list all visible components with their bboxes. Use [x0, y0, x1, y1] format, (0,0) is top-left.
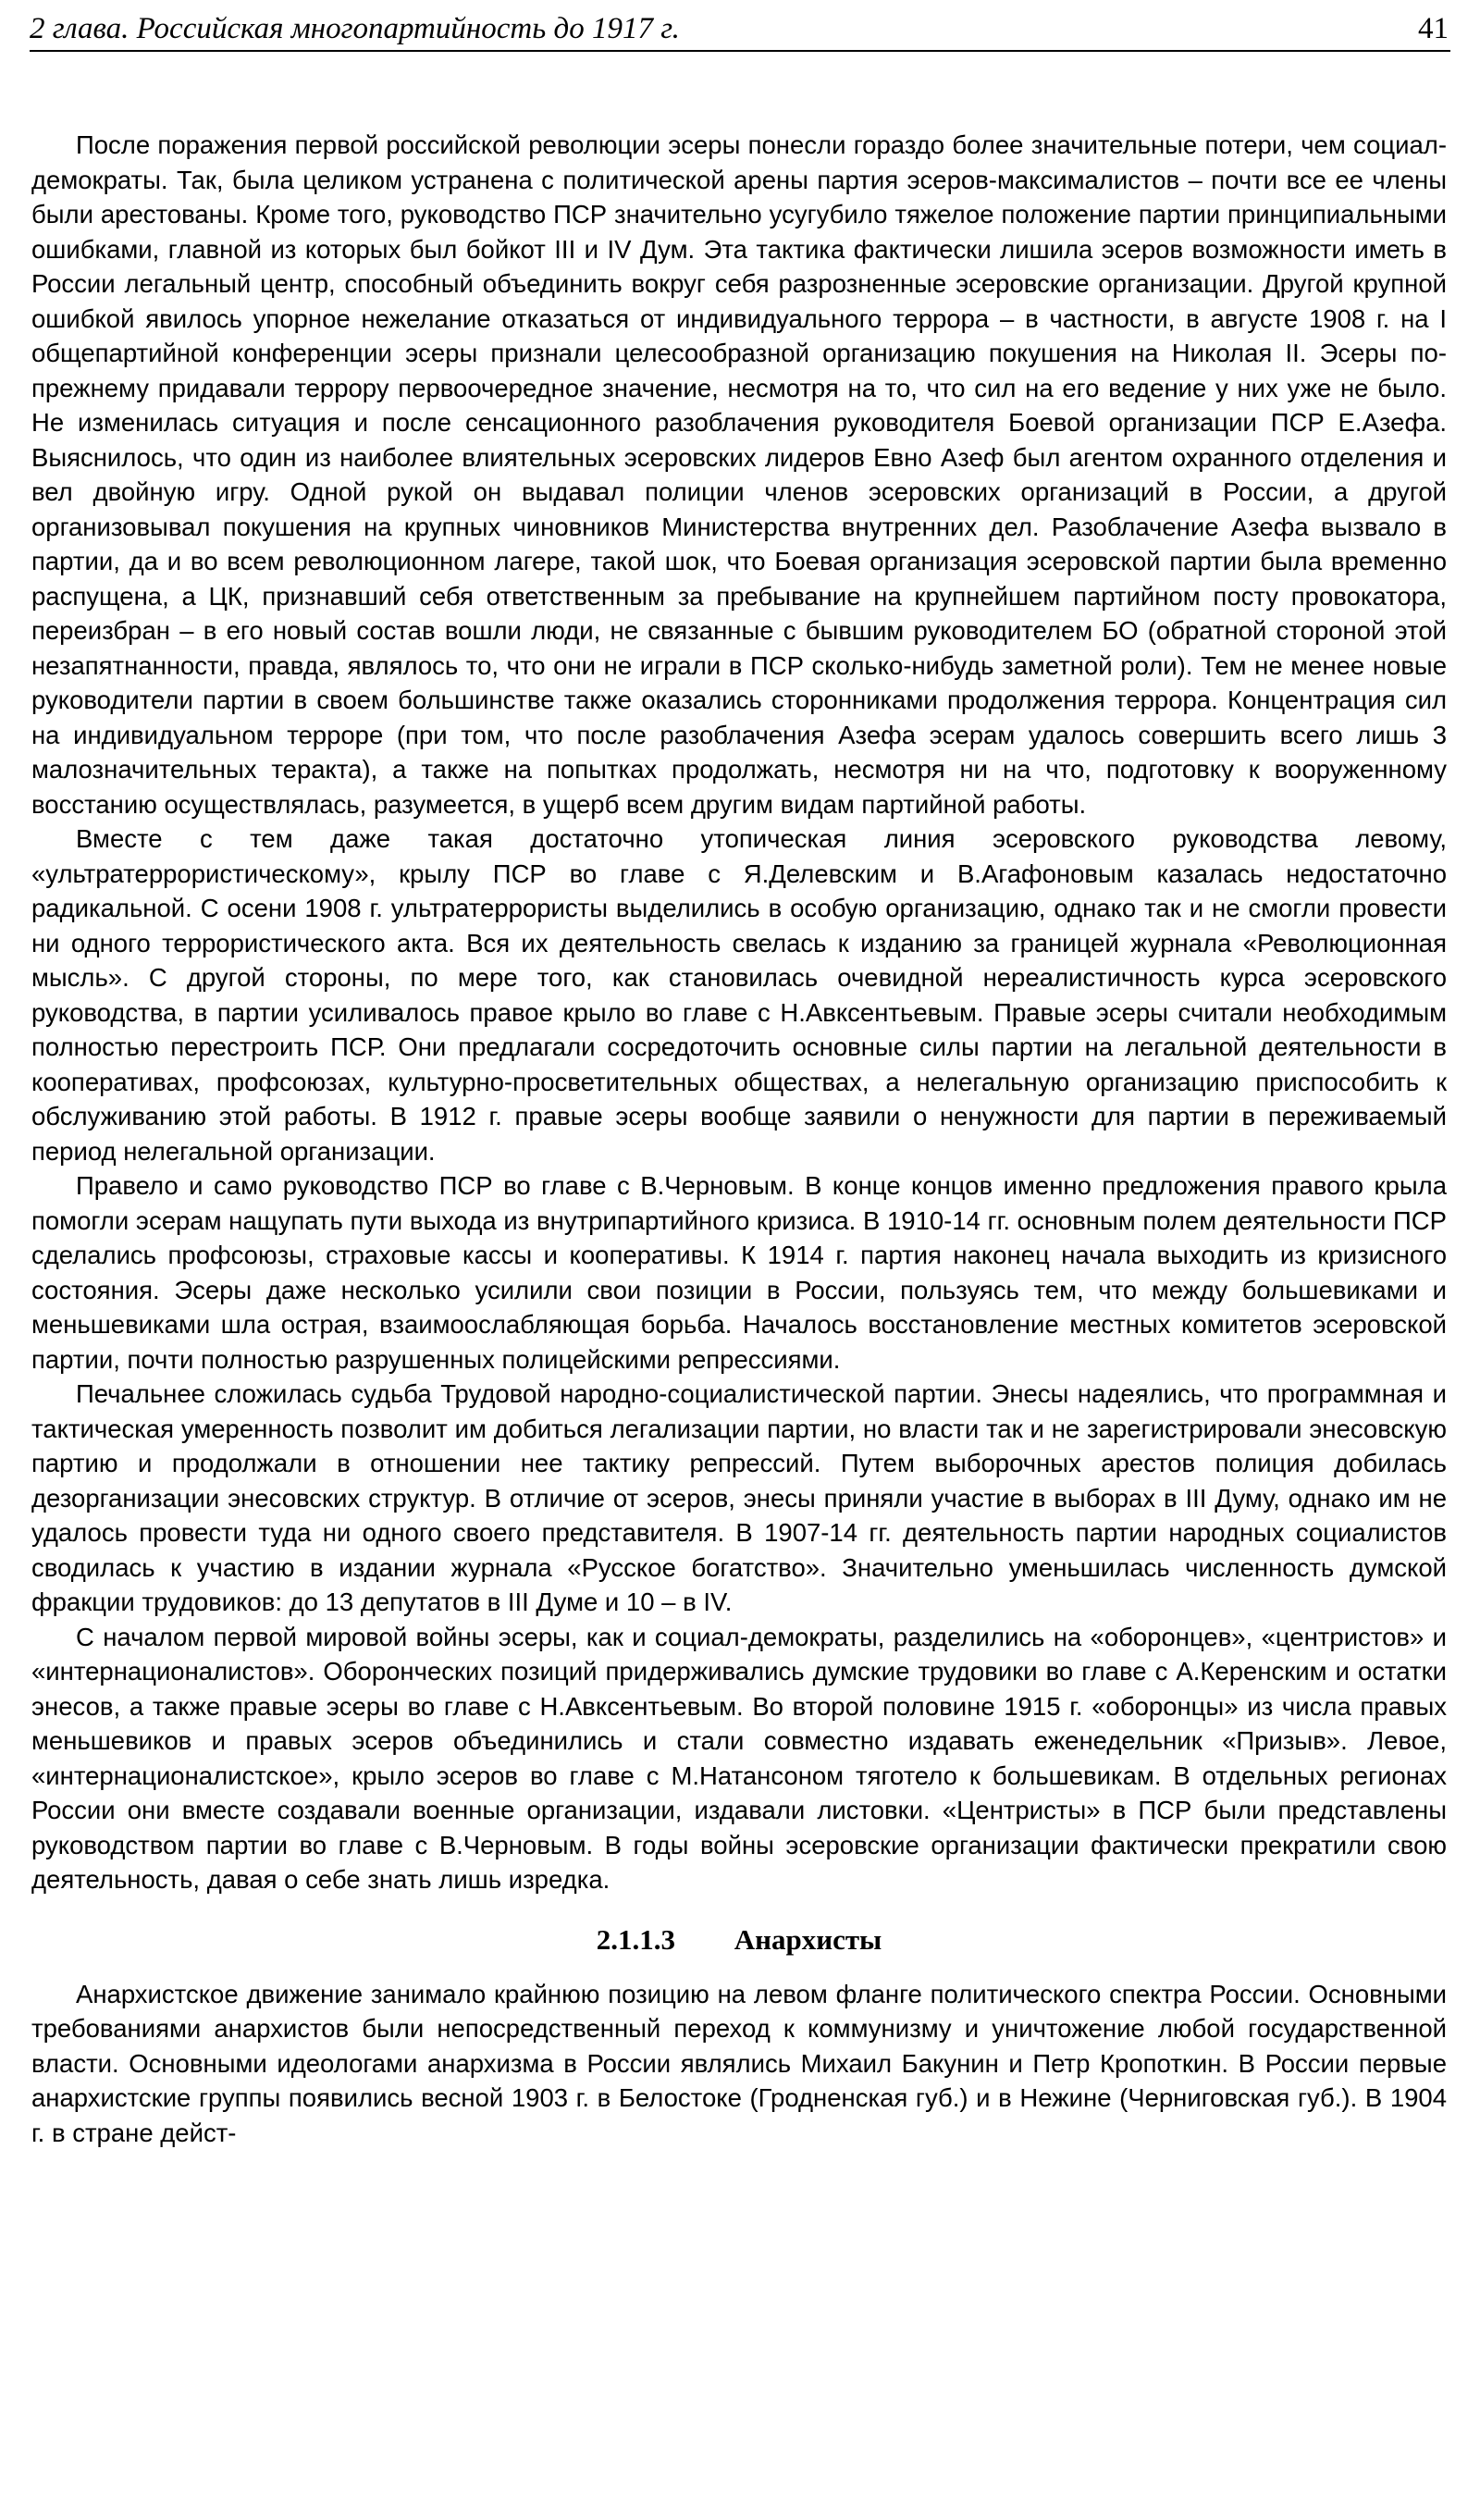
paragraph: После поражения первой российской революции эсеры понесли гораздо более значительные потери, чем социал-демократы. Так, была целиком устранена с политической арены партия эсеров-максималистов – почти все ее члены были арестованы. Кроме того, руководство ПСР значительно усугубило тяжелое положение партии принципиальными ошибками, главной из которых был бойкот III и IV Дум. Эта тактика фактически лишила эсеров возможности иметь в России легальный центр, способный объединить вокруг себя разрозненные эсеровские организации. Другой крупной ошибкой явилось упорное нежелание отказаться от индивидуального террора – в частности, в августе 1908 г. на I общепартийной конференции эсеры признали целесообразной организацию покушения на Николая II. Эсеры по-прежнему придавали террору первоочередное значение, несмотря на то, что сил на его ведение у них уже не было. Не изменилась ситуация и после сенсационного разоблачения руководителя Боевой организации ПСР Е.Азефа. Выяснилось, что один из наиболее влиятельных эсеровских лидеров Евно Азеф был агентом охранного отделения и вел двойную игру. Одной рукой он выдавал полиции членов эсеровских организаций в России, а другой организовывал покушения на крупных чиновников Министерства внутренних дел. Разоблачение Азефа вызвало в партии, да и во всем революционном лагере, такой шок, что Боевая организация эсеровской партии была временно распущена, а ЦК, признавший себя ответственным за пребывание на крупнейшем партийном посту провокатора, переизбран – в его новый состав вошли люди, не связанные с бывшим руководителем БО (обратной стороной этой незапятнанности, правда, являлось то, что они не играли в ПСР сколько-нибудь заметной роли). Тем не менее новые руководители партии в своем большинстве также оказались сторонниками продолжения террора. Концентрация сил на индивидуальном терроре (при том, что после разоблачения Азефа эсерам удалось совершить всего лишь 3 малозначительных теракта), а также на попытках продолжать, несмотря ни на что, подготовку к вооруженному восстанию осуществлялась, разумеется, в ущерб всем другим видам партийной работы. [31, 130, 1447, 819]
chapter-title: 2 глава. Российская многопартийность до 1917 г. [30, 12, 680, 45]
paragraph: Правело и само руководство ПСР во главе с В.Черновым. В конце концов именно предложения правого крыла помогли эсерам нащупать пути выхода из внутрипартийного кризиса. В 1910-14 гг. основным полем деятельности ПСР сделались профсоюзы, страховые кассы и кооперативы. К 1914 г. партия наконец начала выходить из кризисного состояния. Эсеры даже несколько усилили свои позиции в России, пользуясь тем, что между большевиками и меньшевиками шла острая, взаимоослабляющая борьба. Началось восстановление местных комитетов эсеровской партии, почти полностью разрушенных полицейскими репрессиями. [31, 1171, 1447, 1374]
body-text [31, 128, 1447, 2150]
subsection-number: 2.1.1.3 [596, 1922, 675, 1956]
subsection-heading [31, 1921, 1447, 1958]
paragraph: Печальнее сложилась судьба Трудовой народно-социалистической партии. Энесы надеялись, что программная и тактическая умеренность позволит им добиться легализации партии, но власти так и не зарегистрировали энесовскую партию и продолжали в отношении нее тактику репрессий. Путем выборочных арестов полиция добилась дезорганизации энесовских структур. В отличие от эсеров, энесы приняли участие в выборах в III Думу, однако им не удалось провести туда ни одного своего представителя. В 1907-14 гг. деятельность партии народных социалистов сводилась к участию в издании журнала «Русское богатство». Значительно уменьшилась численность думской фракции трудовиков: до 13 депутатов в III Думе и 10 – в IV. [31, 1379, 1447, 1616]
paragraph: Вместе с тем даже такая достаточно утопическая линия эсеровского руководства левому, «ультратеррористическому», крылу ПСР во главе с Я.Делевским и В.Агафоновым казалась недостаточно радикальной. С осени 1908 г. ультратеррористы выделились в особую организацию, однако так и не смогли провести ни одного террористического акта. Вся их деятельность свелась к изданию за границей журнала «Революционная мысль». С другой стороны, по мере того, как становилась очевидной нереалистичность курса эсеровского руководства, в партии усиливалось правое крыло во главе с Н.Авксентьевым. Правые эсеры считали необходимым полностью перестроить ПСР. Они предлагали сосредоточить основные силы партии на легальной деятельности в кооперативах, профсоюзах, культурно-просветительных обществах, а нелегальную организацию приспособить к обслуживанию этой работы. В 1912 г. правые эсеры вообще заявили о ненужности для партии в переживаемый период нелегальной организации. [31, 824, 1447, 1166]
paragraph: Анархистское движение занимало крайнюю позицию на левом фланге политического спектра России. Основными требованиями анархистов были непосредственный переход к коммунизму и уничтожение любой государственной власти. Основными идеологами анархизма в России являлись Михаил Бакунин и Петр Кропоткин. В России первые анархистские группы появились весной 1903 г. в Белостоке (Гродненская губ.) и в Нежине (Черниговская губ.). В 1904 г. в стране дейст- [31, 1979, 1447, 2147]
page-number: 41 [1418, 12, 1449, 45]
subsection-title: Анархисты [734, 1922, 882, 1956]
paragraph: С началом первой мировой войны эсеры, как и социал-демократы, разделились на «оборонцев», «центристов» и «интернационалистов». Оборонческих позиций придерживались думские трудовики во главе с А.Керенским и остатки энесов, а также правые эсеры во главе с Н.Авксентьевым. Во второй половине 1915 г. «оборонцы» из числа правых меньшевиков и правых эсеров объединились и стали совместно издавать еженедельник «Призыв». Левое, «интернационалистское», крыло эсеров во главе с М.Натансоном тяготело к большевикам. В отдельных регионах России они вместе создавали военные организации, издавали листовки. «Центристы» в ПСР были представлены руководством партии во главе с В.Черновым. В годы войны эсеровские организации фактически прекратили свою деятельность, давая о себе знать лишь изредка. [31, 1622, 1447, 1894]
running-header [30, 7, 1450, 52]
